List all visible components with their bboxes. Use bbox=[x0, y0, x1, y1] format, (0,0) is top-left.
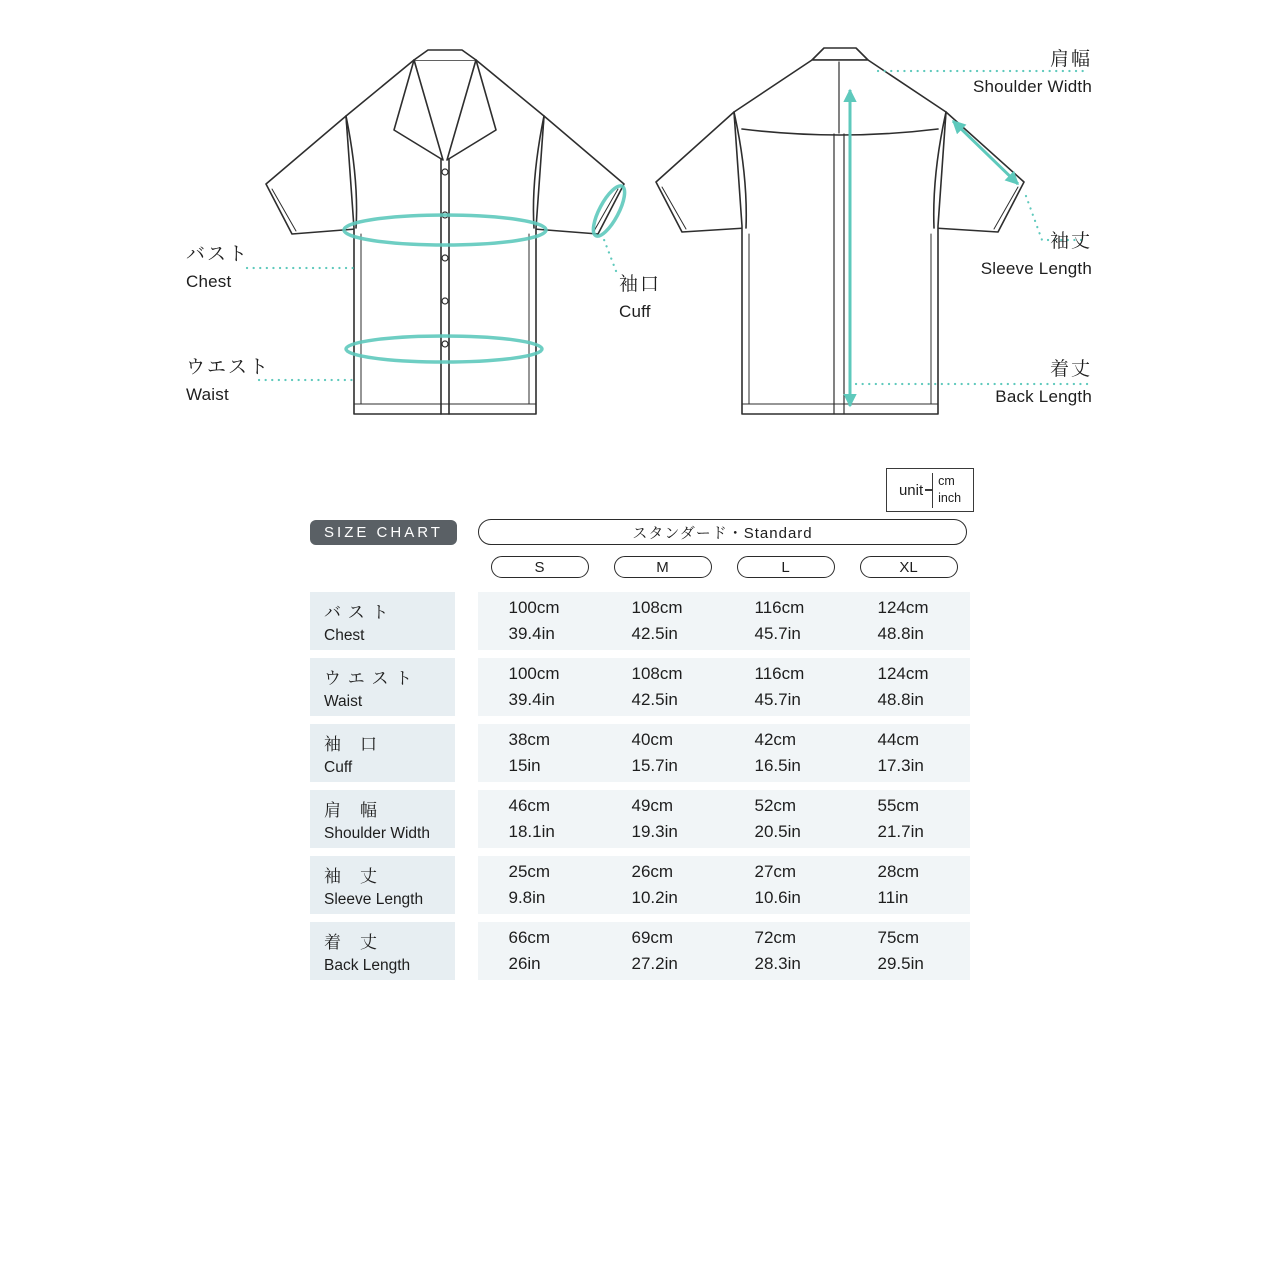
back-length-label-en: Back Length bbox=[995, 387, 1092, 406]
value-cm: 55cm bbox=[877, 795, 920, 815]
shoulder-width-label bbox=[973, 50, 1092, 95]
cell-values bbox=[632, 925, 694, 978]
value-cm: 52cm bbox=[754, 795, 797, 815]
value-in: 39.4in bbox=[508, 624, 555, 643]
value-in: 39.4in bbox=[508, 690, 555, 709]
cell-l bbox=[724, 658, 847, 716]
cell-values bbox=[632, 727, 694, 780]
row-label-jp: バ ス ト bbox=[324, 602, 390, 622]
chest-label bbox=[186, 245, 249, 290]
value-in: 21.7in bbox=[877, 822, 924, 841]
cuff-leader-line bbox=[603, 237, 616, 271]
value-cm: 25cm bbox=[508, 861, 551, 881]
shoulder-width-label-jp: 肩幅 bbox=[1049, 49, 1092, 70]
chest-label-en: Chest bbox=[186, 272, 232, 291]
cell-s bbox=[478, 658, 601, 716]
row-label-jp: 着 丈 bbox=[324, 932, 378, 952]
cell-values bbox=[509, 661, 571, 714]
table-row-waist bbox=[310, 658, 970, 716]
value-in: 26in bbox=[508, 954, 541, 973]
cell-m bbox=[601, 724, 724, 782]
cuff-label-en: Cuff bbox=[619, 302, 651, 321]
front-right-sleeve bbox=[534, 116, 624, 234]
waist-label-en: Waist bbox=[186, 385, 229, 404]
back-length-label bbox=[995, 360, 1092, 405]
size-table bbox=[310, 592, 970, 988]
value-cm: 100cm bbox=[508, 663, 560, 683]
value-cm: 100cm bbox=[508, 597, 560, 617]
value-in: 45.7in bbox=[754, 690, 801, 709]
cell-values bbox=[755, 925, 817, 978]
value-cm: 124cm bbox=[877, 663, 929, 683]
size-chart-badge: SIZE CHART bbox=[310, 520, 457, 545]
back-collar bbox=[812, 48, 868, 60]
cell-l bbox=[724, 592, 847, 650]
cell-values bbox=[878, 595, 940, 648]
value-cm: 46cm bbox=[508, 795, 551, 815]
shirt-front-diagram bbox=[266, 50, 624, 414]
back-right-sleeve bbox=[934, 112, 1024, 232]
unit-values bbox=[932, 473, 961, 508]
value-in: 48.8in bbox=[877, 624, 924, 643]
row-label-jp: 袖 口 bbox=[324, 734, 378, 754]
cell-values bbox=[878, 793, 940, 846]
size-pill-m: M bbox=[614, 556, 712, 578]
cell-m bbox=[601, 856, 724, 914]
unit-cm: cm bbox=[938, 473, 955, 488]
cell-values bbox=[878, 727, 940, 780]
value-in: 10.2in bbox=[631, 888, 678, 907]
row-label bbox=[310, 856, 455, 914]
back-length-label-jp: 着丈 bbox=[1049, 359, 1092, 380]
front-left-sleeve bbox=[266, 116, 356, 234]
row-spacer bbox=[455, 790, 478, 848]
cell-values bbox=[632, 859, 694, 912]
value-in: 18.1in bbox=[508, 822, 555, 841]
value-in: 15.7in bbox=[631, 756, 678, 775]
cell-m bbox=[601, 658, 724, 716]
size-pill-row bbox=[478, 556, 970, 578]
cell-m bbox=[601, 922, 724, 980]
cell-xl bbox=[847, 922, 970, 980]
row-label-en: Shoulder Width bbox=[324, 824, 430, 842]
shirt-back-diagram bbox=[656, 48, 1024, 414]
value-in: 16.5in bbox=[754, 756, 801, 775]
cell-values bbox=[509, 727, 571, 780]
value-cm: 72cm bbox=[754, 927, 797, 947]
value-in: 10.6in bbox=[754, 888, 801, 907]
value-in: 15in bbox=[508, 756, 541, 775]
row-label-en: Sleeve Length bbox=[324, 890, 424, 908]
value-in: 19.3in bbox=[631, 822, 678, 841]
value-cm: 116cm bbox=[754, 597, 805, 617]
unit-inch: inch bbox=[938, 491, 962, 505]
value-cm: 49cm bbox=[631, 795, 674, 815]
row-spacer bbox=[455, 724, 478, 782]
sleeve-length-label-en: Sleeve Length bbox=[980, 259, 1092, 278]
cell-xl bbox=[847, 724, 970, 782]
value-cm: 28cm bbox=[877, 861, 920, 881]
row-label-jp: 袖 丈 bbox=[324, 866, 378, 886]
cell-values bbox=[509, 859, 571, 912]
value-cm: 26cm bbox=[631, 861, 674, 881]
cell-values bbox=[755, 859, 817, 912]
value-cm: 108cm bbox=[631, 597, 683, 617]
waist-label-jp: ウエスト bbox=[186, 357, 271, 378]
back-left-sleeve bbox=[656, 112, 746, 232]
value-in: 9.8in bbox=[508, 888, 546, 907]
table-row-chest bbox=[310, 592, 970, 650]
cell-l bbox=[724, 790, 847, 848]
size-pill-s: S bbox=[491, 556, 589, 578]
value-in: 48.8in bbox=[877, 690, 924, 709]
row-label bbox=[310, 724, 455, 782]
cell-values bbox=[755, 793, 817, 846]
value-cm: 69cm bbox=[631, 927, 674, 947]
row-spacer bbox=[455, 658, 478, 716]
table-row-sleeve-length bbox=[310, 856, 970, 914]
value-cm: 124cm bbox=[877, 597, 929, 617]
unit-box bbox=[886, 468, 974, 512]
cell-m bbox=[601, 790, 724, 848]
cell-s bbox=[478, 922, 601, 980]
cell-values bbox=[509, 595, 571, 648]
value-cm: 38cm bbox=[508, 729, 551, 749]
row-label-en: Waist bbox=[324, 692, 363, 710]
value-in: 42.5in bbox=[631, 690, 678, 709]
size-pill-xl: XL bbox=[860, 556, 958, 578]
value-cm: 27cm bbox=[754, 861, 797, 881]
sleeve-length-label bbox=[981, 232, 1092, 277]
shoulder-width-label-en: Shoulder Width bbox=[972, 77, 1092, 96]
value-in: 20.5in bbox=[754, 822, 801, 841]
unit-label: unit bbox=[898, 481, 924, 499]
value-cm: 108cm bbox=[631, 663, 683, 683]
value-in: 11in bbox=[877, 888, 909, 907]
table-row-cuff bbox=[310, 724, 970, 782]
row-label bbox=[310, 922, 455, 980]
value-in: 28.3in bbox=[754, 954, 801, 973]
cell-l bbox=[724, 922, 847, 980]
category-pill: スタンダード・Standard bbox=[478, 519, 967, 545]
cell-values bbox=[632, 793, 694, 846]
cell-values bbox=[755, 661, 817, 714]
row-spacer bbox=[455, 592, 478, 650]
value-cm: 44cm bbox=[877, 729, 920, 749]
row-label-jp: 肩 幅 bbox=[324, 800, 378, 820]
cell-s bbox=[478, 724, 601, 782]
row-label bbox=[310, 658, 455, 716]
value-in: 27.2in bbox=[631, 954, 678, 973]
cell-s bbox=[478, 856, 601, 914]
cell-values bbox=[509, 793, 571, 846]
row-label bbox=[310, 592, 455, 650]
front-collar-band bbox=[414, 50, 476, 60]
value-cm: 42cm bbox=[754, 729, 797, 749]
sleeve-length-label-jp: 袖丈 bbox=[1049, 231, 1092, 252]
cell-values bbox=[632, 595, 694, 648]
unit-bracket bbox=[925, 489, 932, 491]
row-label-en: Cuff bbox=[324, 758, 353, 776]
cell-values bbox=[755, 727, 817, 780]
cuff-label bbox=[619, 275, 661, 320]
value-in: 29.5in bbox=[877, 954, 924, 973]
cell-s bbox=[478, 790, 601, 848]
cell-xl bbox=[847, 856, 970, 914]
cuff-label-jp: 袖口 bbox=[619, 274, 662, 295]
cell-values bbox=[878, 661, 940, 714]
chest-label-jp: バスト bbox=[186, 244, 250, 265]
row-spacer bbox=[455, 856, 478, 914]
cell-m bbox=[601, 592, 724, 650]
value-in: 45.7in bbox=[754, 624, 801, 643]
cell-xl bbox=[847, 790, 970, 848]
value-cm: 116cm bbox=[754, 663, 805, 683]
table-row-shoulder-width bbox=[310, 790, 970, 848]
cell-values bbox=[509, 925, 571, 978]
cell-values bbox=[632, 661, 694, 714]
cell-xl bbox=[847, 592, 970, 650]
row-label-en: Back Length bbox=[324, 956, 411, 974]
cell-xl bbox=[847, 658, 970, 716]
cell-l bbox=[724, 724, 847, 782]
row-label-en: Chest bbox=[324, 626, 365, 644]
value-in: 42.5in bbox=[631, 624, 678, 643]
back-body bbox=[734, 60, 946, 414]
row-spacer bbox=[455, 922, 478, 980]
table-row-back-length bbox=[310, 922, 970, 980]
row-label-jp: ウ エ ス ト bbox=[324, 668, 414, 688]
value-cm: 75cm bbox=[877, 927, 920, 947]
cell-l bbox=[724, 856, 847, 914]
value-cm: 66cm bbox=[508, 927, 551, 947]
cell-s bbox=[478, 592, 601, 650]
row-label bbox=[310, 790, 455, 848]
cell-values bbox=[878, 925, 940, 978]
cell-values bbox=[755, 595, 817, 648]
value-cm: 40cm bbox=[631, 729, 674, 749]
cell-values bbox=[878, 859, 940, 912]
size-pill-l: L bbox=[737, 556, 835, 578]
waist-label bbox=[186, 358, 270, 403]
value-in: 17.3in bbox=[877, 756, 924, 775]
